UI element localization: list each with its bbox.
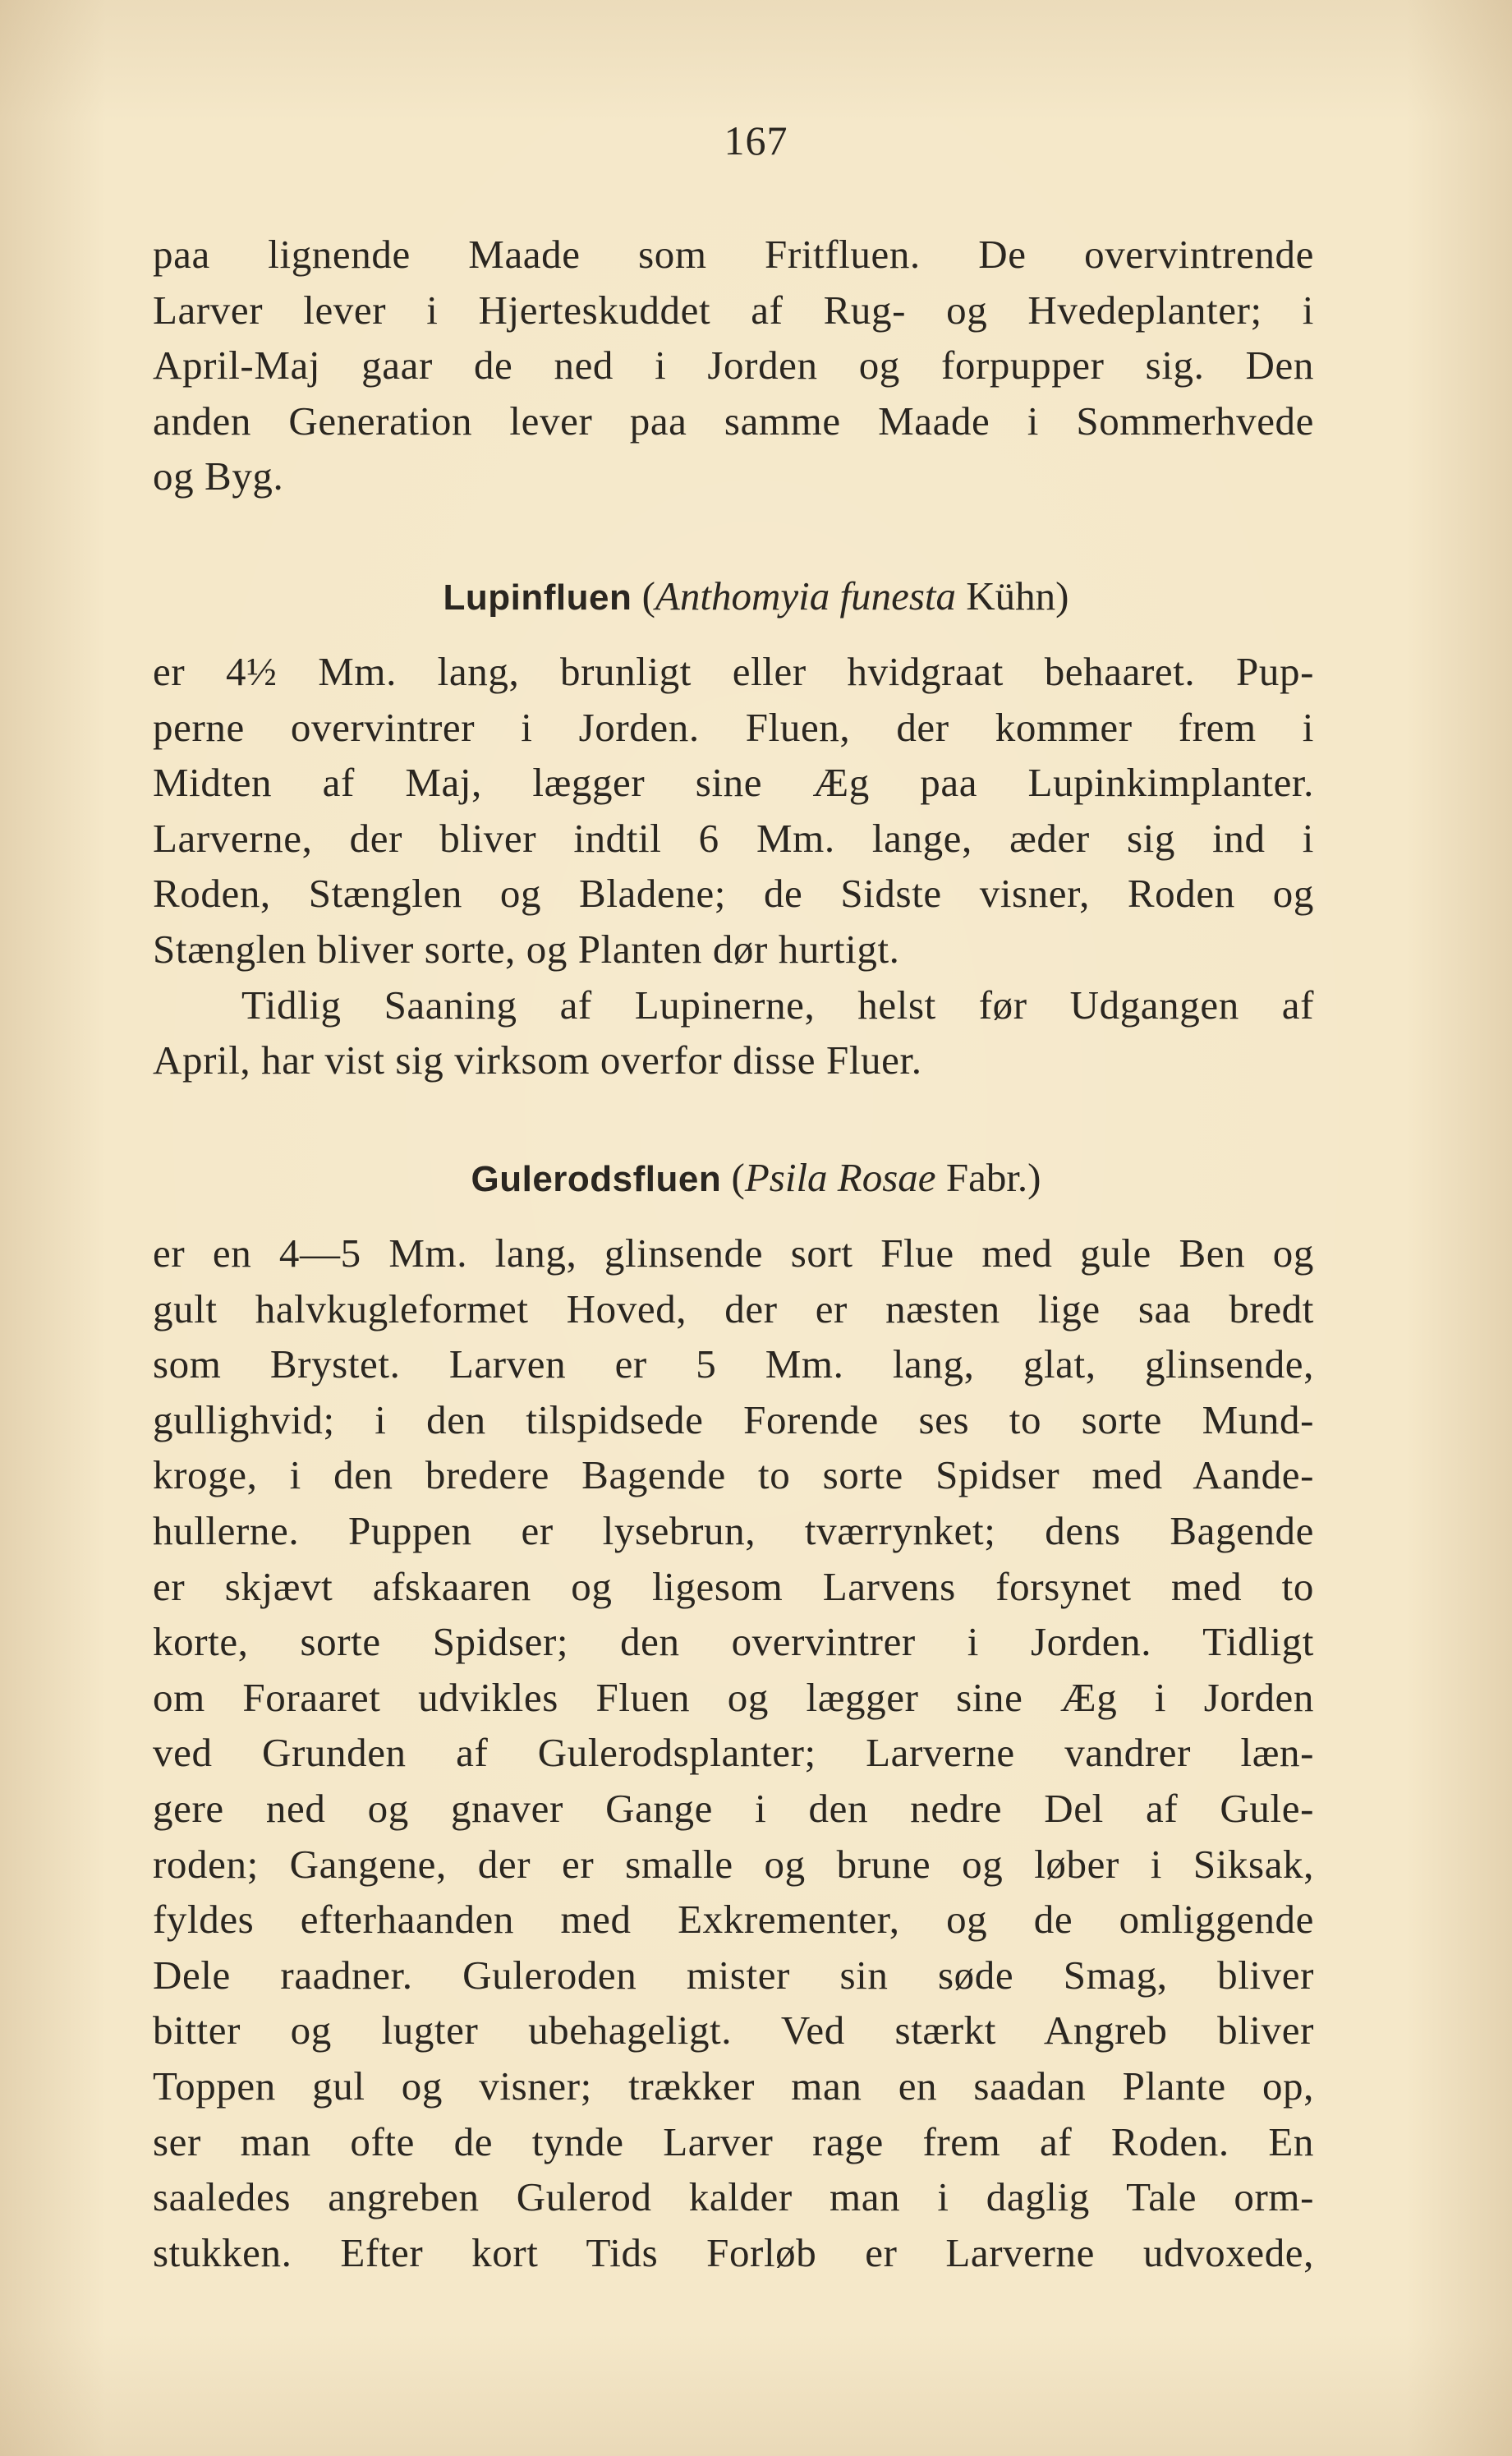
- text-line: gere ned og gnaver Gange i den nedre Del af Gule-: [153, 1785, 1314, 1831]
- page-number: 167: [724, 117, 788, 163]
- text-line: korte, sorte Spidser; den overvintrer i Jorden. Tidligt: [153, 1619, 1314, 1665]
- heading-paren: (: [632, 573, 655, 619]
- text-line: kroge, i den bredere Bagende to sorte Spidser med Aande-: [153, 1452, 1314, 1498]
- text-line: ved Grunden af Gulerodsplanter; Larverne vandrer læn-: [153, 1730, 1314, 1776]
- text-line: paa lignende Maade som Fritfluen. De overvintrende: [153, 232, 1314, 277]
- text-line: fyldes efterhaanden med Exkrementer, og de omliggende: [153, 1897, 1314, 1943]
- text-line: om Foraaret udvikles Fluen og lægger sine Æg i Jorden: [153, 1674, 1314, 1720]
- intro-paragraph: [153, 227, 1314, 504]
- section-body-gulerodsfluen: [153, 1226, 1314, 2280]
- species-name: Lupinfluen: [443, 577, 632, 618]
- latin-name: Psila Rosae: [744, 1155, 936, 1200]
- species-name: Gulerodsfluen: [471, 1159, 722, 1199]
- text-line: som Brystet. Larven er 5 Mm. lang, glat, glinsende,: [153, 1341, 1314, 1387]
- text-line: hullerne. Puppen er lysebrun, tværrynket; dens Bagende: [153, 1507, 1314, 1553]
- section-body-lupinfluen: [153, 644, 1314, 1088]
- text-line: Roden, Stænglen og Bladene; de Sidste visner, Roden og: [153, 871, 1314, 917]
- text-line: bitter og lugter ubehageligt. Ved stærkt Angreb bliver: [153, 2008, 1314, 2054]
- text-line: Larver lever i Hjerteskuddet af Rug- og Hvedeplanter; i: [153, 287, 1314, 333]
- heading-paren: (: [721, 1155, 745, 1200]
- text-line: perne overvintrer i Jorden. Fluen, der kommer frem i: [153, 704, 1314, 750]
- text-line: Midten af Maj, lægger sine Æg paa Lupinkimplanter.: [153, 760, 1314, 806]
- section-heading-lupinfluen: [0, 568, 1512, 626]
- text-line: er skjævt afskaaren og ligesom Larvens forsynet med to: [153, 1563, 1314, 1609]
- author-name: Kühn): [956, 573, 1069, 619]
- text-line: April, har vist sig virksom overfor disse Fluer.: [153, 1037, 922, 1083]
- text-line: saaledes angreben Gulerod kalder man i daglig Tale orm-: [153, 2174, 1314, 2220]
- text-line: Larverne, der bliver indtil 6 Mm. lange, æder sig ind i: [153, 815, 1314, 861]
- text-line: gullighvid; i den tilspidsede Forende ses to sorte Mund-: [153, 1396, 1314, 1442]
- text-line: Stænglen bliver sorte, og Planten dør hurtigt.: [153, 926, 900, 972]
- text-line: er en 4—5 Mm. lang, glinsende sort Flue med gule Ben og: [153, 1230, 1314, 1276]
- author-name: Fabr.): [935, 1155, 1041, 1200]
- text-line: anden Generation lever paa samme Maade i Sommerhvede: [153, 398, 1314, 444]
- text-line: ser man ofte de tynde Larver rage frem af Roden. En: [153, 2118, 1314, 2164]
- text-line: Dele raadner. Guleroden mister sin søde Smag, bliver: [153, 1952, 1314, 1998]
- text-line: gult halvkugleformet Hoved, der er næsten lige saa bredt: [153, 1285, 1314, 1331]
- text-line: er 4½ Mm. lang, brunligt eller hvidgraat behaaret. Pup-: [153, 649, 1314, 694]
- text-line: April-Maj gaar de ned i Jorden og forpupper sig. Den: [153, 343, 1314, 389]
- text-line: roden; Gangene, der er smalle og brune og løber i Siksak,: [153, 1841, 1314, 1887]
- text-line: Toppen gul og visner; trækker man en saadan Plante op,: [153, 2063, 1314, 2109]
- text-line: stukken. Efter kort Tids Forløb er Larverne udvoxede,: [153, 2229, 1314, 2275]
- text-line: Tidlig Saaning af Lupinerne, helst før Udgangen af: [241, 982, 1314, 1028]
- text-line: og Byg.: [153, 453, 284, 499]
- section-heading-gulerodsfluen: [0, 1150, 1512, 1207]
- latin-name: Anthomyia funesta: [655, 573, 957, 619]
